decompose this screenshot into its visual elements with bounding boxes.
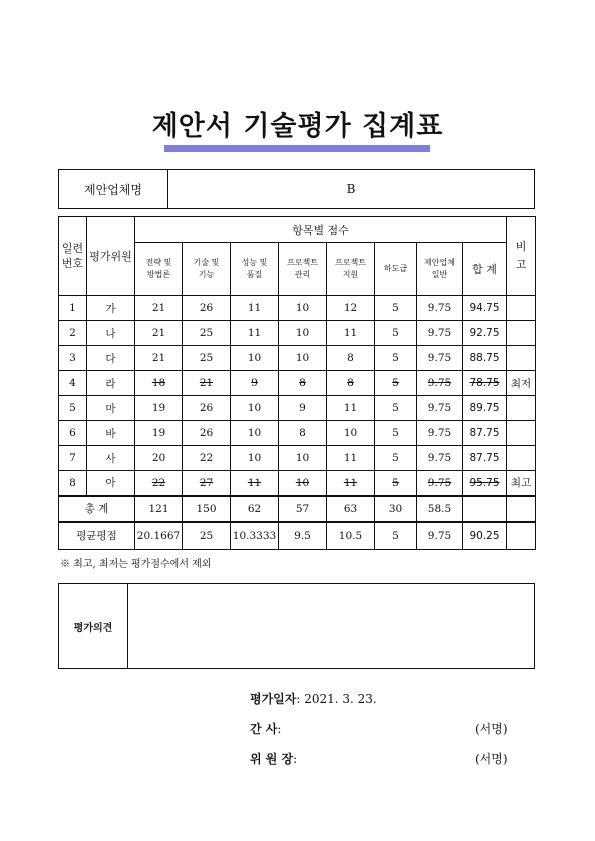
row-score: 10 bbox=[231, 421, 279, 446]
sign-date-label: 평가일자 bbox=[250, 692, 297, 706]
row-score: 11 bbox=[327, 446, 375, 471]
row-score: 5 bbox=[375, 371, 417, 396]
row-score: 8 bbox=[279, 371, 327, 396]
row-score: 5 bbox=[375, 421, 417, 446]
row-score: 18 bbox=[135, 371, 183, 396]
header-col-3: 성능 및 품질 bbox=[231, 243, 279, 296]
table-row bbox=[59, 371, 536, 396]
row-total: 89.75 bbox=[463, 396, 507, 421]
sign-chair-line bbox=[250, 750, 508, 767]
sum-total bbox=[463, 496, 507, 522]
avg-total: 90.25 bbox=[463, 522, 507, 550]
table-row bbox=[59, 321, 536, 346]
row-no: 5 bbox=[59, 396, 87, 421]
row-note bbox=[507, 446, 536, 471]
row-score: 25 bbox=[183, 321, 231, 346]
row-score: 22 bbox=[183, 446, 231, 471]
table-row bbox=[59, 296, 536, 321]
sign-chair-label: 위 원 장 bbox=[250, 752, 294, 766]
row-total: 94.75 bbox=[463, 296, 507, 321]
header-col-4: 프로젝트 관리 bbox=[279, 243, 327, 296]
sign-chair-colon: : bbox=[293, 752, 298, 766]
row-evaluator: 나 bbox=[87, 321, 135, 346]
row-score: 21 bbox=[183, 371, 231, 396]
row-score: 26 bbox=[183, 421, 231, 446]
avg-cell: 20.1667 bbox=[135, 522, 183, 550]
header-total: 합 계 bbox=[463, 243, 507, 296]
row-score: 11 bbox=[231, 321, 279, 346]
row-evaluator: 가 bbox=[87, 296, 135, 321]
sum-cell: 63 bbox=[327, 496, 375, 522]
row-score: 9.75 bbox=[417, 321, 463, 346]
row-score: 10 bbox=[279, 346, 327, 371]
sum-cell: 58.5 bbox=[417, 496, 463, 522]
sum-label: 총 계 bbox=[59, 496, 135, 522]
company-label: 제안업체명 bbox=[59, 170, 168, 208]
row-no: 6 bbox=[59, 421, 87, 446]
row-score: 5 bbox=[375, 296, 417, 321]
avg-cell: 9.5 bbox=[279, 522, 327, 550]
row-no: 3 bbox=[59, 346, 87, 371]
header-col-7: 제안업체 일반 bbox=[417, 243, 463, 296]
row-score: 9 bbox=[279, 396, 327, 421]
row-evaluator: 마 bbox=[87, 396, 135, 421]
header-col-1: 전략 및 방법론 bbox=[135, 243, 183, 296]
avg-cell: 5 bbox=[375, 522, 417, 550]
row-score: 9.75 bbox=[417, 371, 463, 396]
row-no: 8 bbox=[59, 471, 87, 496]
row-score: 11 bbox=[231, 296, 279, 321]
row-score: 21 bbox=[135, 321, 183, 346]
sum-cell: 62 bbox=[231, 496, 279, 522]
row-score: 10 bbox=[231, 346, 279, 371]
sign-secretary-seal: (서명) bbox=[475, 722, 508, 736]
row-note bbox=[507, 421, 536, 446]
row-no: 1 bbox=[59, 296, 87, 321]
row-score: 19 bbox=[135, 421, 183, 446]
row-score: 11 bbox=[231, 471, 279, 496]
avg-note bbox=[507, 522, 536, 550]
row-evaluator: 아 bbox=[87, 471, 135, 496]
exclusion-note: ※ 최고, 최저는 평가점수에서 제외 bbox=[60, 559, 212, 570]
score-rows bbox=[59, 296, 536, 496]
row-score: 5 bbox=[375, 321, 417, 346]
header-group: 항목별 점수 bbox=[135, 217, 507, 243]
header-note: 비고 bbox=[507, 217, 536, 296]
row-score: 20 bbox=[135, 446, 183, 471]
avg-row bbox=[59, 522, 536, 550]
row-score: 5 bbox=[375, 446, 417, 471]
row-score: 10 bbox=[279, 296, 327, 321]
row-total: 87.75 bbox=[463, 446, 507, 471]
header-col-6: 하도급 bbox=[375, 243, 417, 296]
title-underline bbox=[164, 145, 430, 152]
sign-secretary-colon: : bbox=[277, 722, 282, 736]
row-score: 10 bbox=[231, 396, 279, 421]
row-note: 최고 bbox=[507, 471, 536, 496]
table-row bbox=[59, 471, 536, 496]
avg-cell: 25 bbox=[183, 522, 231, 550]
table-row bbox=[59, 346, 536, 371]
row-score: 5 bbox=[375, 346, 417, 371]
row-score: 10 bbox=[231, 446, 279, 471]
row-score: 12 bbox=[327, 296, 375, 321]
sum-cell: 30 bbox=[375, 496, 417, 522]
sum-row bbox=[59, 496, 536, 522]
row-score: 19 bbox=[135, 396, 183, 421]
row-note bbox=[507, 296, 536, 321]
avg-cell: 9.75 bbox=[417, 522, 463, 550]
row-score: 11 bbox=[327, 471, 375, 496]
row-note bbox=[507, 346, 536, 371]
row-total: 88.75 bbox=[463, 346, 507, 371]
table-row bbox=[59, 396, 536, 421]
row-score: 9 bbox=[231, 371, 279, 396]
row-score: 9.75 bbox=[417, 296, 463, 321]
company-value: B bbox=[346, 182, 356, 196]
row-evaluator: 라 bbox=[87, 371, 135, 396]
score-table bbox=[58, 216, 536, 550]
row-total: 78.75 bbox=[463, 371, 507, 396]
header-col-2: 기술 및 기능 bbox=[183, 243, 231, 296]
sign-secretary-label: 간 사 bbox=[250, 722, 278, 736]
table-row bbox=[59, 421, 536, 446]
avg-cell: 10.5 bbox=[327, 522, 375, 550]
sign-date-value: : 2021. 3. 23. bbox=[296, 692, 377, 706]
row-total: 92.75 bbox=[463, 321, 507, 346]
row-evaluator: 다 bbox=[87, 346, 135, 371]
row-score: 26 bbox=[183, 296, 231, 321]
row-total: 95.75 bbox=[463, 471, 507, 496]
row-score: 8 bbox=[327, 371, 375, 396]
row-score: 5 bbox=[375, 396, 417, 421]
sum-note bbox=[507, 496, 536, 522]
sign-date-line bbox=[250, 690, 377, 707]
row-score: 9.75 bbox=[417, 471, 463, 496]
row-score: 21 bbox=[135, 346, 183, 371]
avg-cell: 10.3333 bbox=[231, 522, 279, 550]
sign-secretary-line bbox=[250, 720, 508, 737]
table-row bbox=[59, 446, 536, 471]
row-score: 8 bbox=[279, 421, 327, 446]
row-score: 9.75 bbox=[417, 421, 463, 446]
row-score: 26 bbox=[183, 396, 231, 421]
row-score: 11 bbox=[327, 321, 375, 346]
sign-chair-seal: (서명) bbox=[475, 752, 508, 766]
row-score: 10 bbox=[279, 446, 327, 471]
row-no: 7 bbox=[59, 446, 87, 471]
avg-label: 평균평점 bbox=[59, 522, 135, 550]
header-col-5: 프로젝트 지원 bbox=[327, 243, 375, 296]
row-score: 9.75 bbox=[417, 346, 463, 371]
company-box bbox=[58, 169, 535, 209]
header-no: 일련번호 bbox=[59, 217, 87, 296]
row-score: 11 bbox=[327, 396, 375, 421]
row-evaluator: 사 bbox=[87, 446, 135, 471]
row-no: 4 bbox=[59, 371, 87, 396]
opinion-box bbox=[58, 583, 535, 669]
row-score: 10 bbox=[327, 421, 375, 446]
sum-cell: 57 bbox=[279, 496, 327, 522]
row-note bbox=[507, 321, 536, 346]
row-note bbox=[507, 396, 536, 421]
row-score: 9.75 bbox=[417, 446, 463, 471]
row-score: 21 bbox=[135, 296, 183, 321]
sum-cell: 121 bbox=[135, 496, 183, 522]
row-note: 최저 bbox=[507, 371, 536, 396]
row-total: 87.75 bbox=[463, 421, 507, 446]
row-score: 5 bbox=[375, 471, 417, 496]
row-score: 25 bbox=[183, 346, 231, 371]
row-evaluator: 바 bbox=[87, 421, 135, 446]
header-evaluator: 평가위원 bbox=[87, 217, 135, 296]
row-score: 27 bbox=[183, 471, 231, 496]
row-no: 2 bbox=[59, 321, 87, 346]
opinion-label: 평가의견 bbox=[59, 584, 128, 668]
row-score: 9.75 bbox=[417, 396, 463, 421]
row-score: 22 bbox=[135, 471, 183, 496]
row-score: 10 bbox=[279, 321, 327, 346]
document-title: 제안서 기술평가 집계표 bbox=[151, 111, 444, 142]
row-score: 10 bbox=[279, 471, 327, 496]
sum-cell: 150 bbox=[183, 496, 231, 522]
row-score: 8 bbox=[327, 346, 375, 371]
opinion-value bbox=[128, 584, 534, 668]
